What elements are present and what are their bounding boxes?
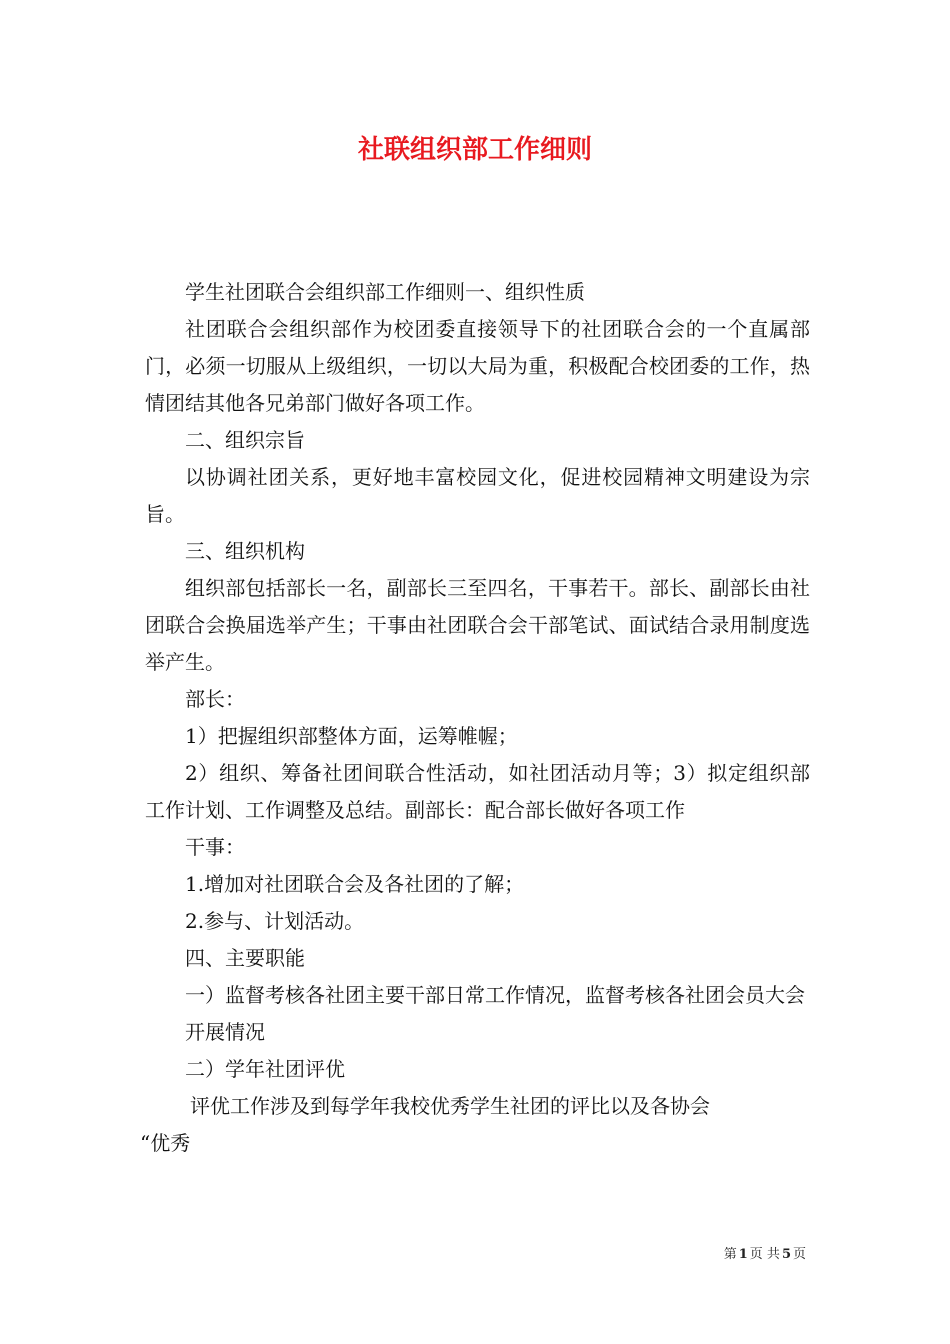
list-item: 2）组织、筹备社团间联合性活动，如社团活动月等；3）拟定组织部工作计划、工作调整及总结。副部长：配合部长做好各项工作 [145, 761, 810, 822]
paragraph: 开展情况 [185, 1020, 265, 1044]
footer-middle: 页 共 [749, 1247, 780, 1262]
paragraph: 干事： [185, 835, 245, 859]
section-heading: 二、组织宗旨 [185, 428, 305, 452]
document-title: 社联组织部工作细则 [357, 135, 592, 165]
paragraph: 学生社团联合会组织部工作细则一、组织性质 [185, 280, 585, 304]
paragraph: 评优工作涉及到每学年我校优秀学生社团的评比以及各协会 [190, 1094, 710, 1118]
paragraph: 组织部包括部长一名，副部长三至四名，干事若干。部长、副部长由社团联合会换届选举产生；干事由社团联合会干部笔试、面试结合录用制度选举产生。 [145, 576, 810, 674]
paragraph: “优秀 [140, 1131, 191, 1155]
page-number: 1 [738, 1247, 748, 1262]
section-heading: 三、组织机构 [185, 539, 305, 563]
paragraph: 社团联合会组织部作为校团委直接领导下的社团联合会的一个直属部门，必须一切服从上级组织，一切以大局为重，积极配合校团委的工作，热情团结其他各兄弟部门做好各项工作。 [145, 317, 810, 415]
document-body [140, 274, 810, 1162]
page-total: 5 [781, 1247, 791, 1262]
list-item: 一）监督考核各社团主要干部日常工作情况，监督考核各社团会员大会 [185, 983, 805, 1007]
list-item: 二）学年社团评优 [185, 1057, 345, 1081]
list-item: 1.增加对社团联合会及各社团的了解； [185, 872, 525, 896]
list-item: 1）把握组织部整体方面，运筹帷幄； [185, 724, 518, 748]
footer-suffix: 页 [792, 1247, 806, 1262]
section-heading: 四、主要职能 [185, 946, 305, 970]
list-item: 2.参与、计划活动。 [185, 909, 365, 933]
footer-prefix: 第 [723, 1247, 737, 1262]
page-footer [724, 1246, 806, 1264]
paragraph: 部长： [185, 687, 245, 711]
paragraph: 以协调社团关系，更好地丰富校园文化，促进校园精神文明建设为宗旨。 [145, 465, 810, 526]
